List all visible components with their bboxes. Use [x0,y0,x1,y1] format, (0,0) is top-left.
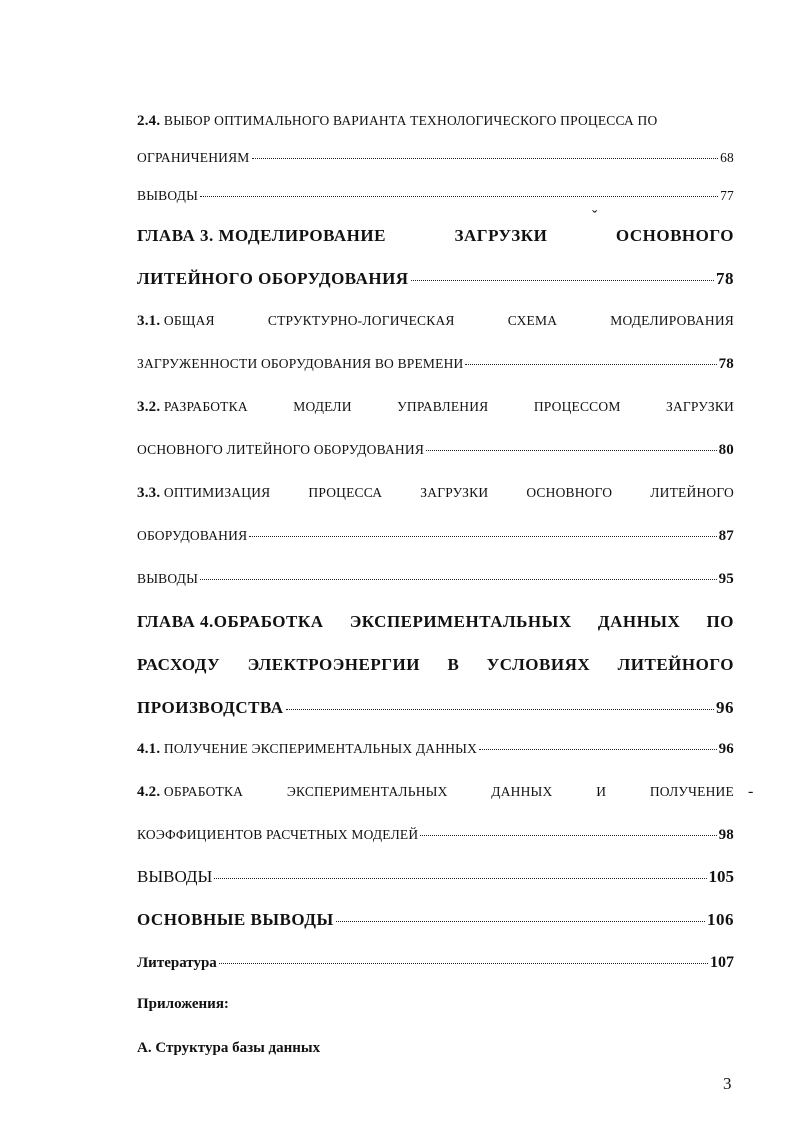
title-word: И [596,784,607,799]
toc-3-2-line1 [137,399,734,416]
heading-cont: ПРОИЗВОДСТВА [137,698,284,717]
entry-label: ОСНОВНЫЕ ВЫВОДЫ [137,910,334,929]
heading-word: В [447,655,460,674]
heading-word: ПО [706,612,734,631]
title-word: УПРАВЛЕНИЯ [397,399,489,414]
section-title-cont: ОСНОВНОГО ЛИТЕЙНОГО ОБОРУДОВАНИЯ [137,442,425,457]
entry-label: ВЫВОДЫ [137,571,199,586]
title-word: ЭКСПЕРИМЕНТАЛЬНЫХ [286,784,448,799]
title-word: ПРОЦЕССА [308,485,383,500]
heading-word: ЛИТЕЙНОГО [617,655,734,674]
scan-mark: - [748,783,754,800]
heading-word: РАСХОДУ [137,655,221,674]
section-number: 3.2. [137,399,161,415]
heading-word: УСЛОВИЯХ [486,655,591,674]
title-word: ОБРАБОТКА [163,784,244,799]
title-word: ДАННЫХ [491,784,553,799]
dot-leader [426,450,717,451]
heading-word: ГЛАВА 4.ОБРАБОТКА [137,612,324,631]
page-ref: 78 [716,269,734,288]
page-number: 3 [723,1074,732,1093]
dot-leader [420,835,716,836]
page-ref: 98 [718,827,734,843]
toc-ch4-conclusions [137,867,734,887]
toc-4-2-line2 [137,827,734,844]
toc-ch4-line3 [137,698,734,718]
title-word: ОСНОВНОГО [526,485,613,500]
title-word: МОДЕЛИРОВАНИЯ [610,313,734,328]
section-number: 4.2. [137,784,161,800]
dot-leader [336,921,705,922]
toc-3-1-line1 [137,313,734,330]
title-word: РАЗРАБОТКА [163,399,248,414]
toc-4-1 [137,741,734,758]
dot-leader [200,579,717,580]
title-word: ЛИТЕЙНОГО [650,485,734,500]
section-number: 4.1. [137,741,161,757]
section-title: ПОЛУЧЕНИЕ ЭКСПЕРИМЕНТАЛЬНЫХ ДАННЫХ [163,741,478,756]
toc-2-4-line1 [137,113,734,130]
toc-ch4-line1 [137,612,734,632]
toc-3-3-line2 [137,528,734,545]
title-word: ЗАГРУЗКИ [420,485,489,500]
page-ref: 96 [718,741,734,757]
page-ref: 105 [708,867,734,886]
dot-leader [252,158,719,159]
toc-ch2-conclusions [137,188,734,204]
page-ref: 96 [716,698,734,717]
dot-leader [465,364,716,365]
dot-leader [479,749,717,750]
scan-mark: ˇ [592,208,598,225]
title-word: СХЕМА [507,313,558,328]
page-ref: 68 [720,150,734,165]
page-ref: 106 [707,910,734,929]
dot-leader [214,878,706,879]
dot-leader [286,709,715,710]
page-ref: 107 [710,954,734,971]
section-number: 2.4. [137,113,161,129]
entry-label: Литература [137,955,217,971]
title-word: ПОЛУЧЕНИЕ [649,784,734,799]
toc-3-2-line2 [137,442,734,459]
toc-literature [137,954,734,972]
title-word: ПРОЦЕССОМ [533,399,621,414]
toc-ch3-conclusions [137,571,734,588]
title-word: ОПТИМИЗАЦИЯ [163,485,271,500]
heading-cont: ЛИТЕЙНОГО ОБОРУДОВАНИЯ [137,269,409,288]
page-ref: 78 [718,356,734,372]
entry-label: ВЫВОДЫ [137,867,213,886]
dot-leader [411,280,714,281]
heading-word: ЭЛЕКТРОЭНЕРГИИ [247,655,421,674]
heading-word: ЗАГРУЗКИ [454,226,548,245]
toc-ch3-line2 [137,269,734,289]
section-title-cont: ОБОРУДОВАНИЯ [137,528,248,543]
toc-ch3-line1 [137,226,734,246]
section-title-cont: ЗАГРУЖЕННОСТИ ОБОРУДОВАНИЯ ВО ВРЕМЕНИ [137,356,464,371]
dot-leader [200,196,718,197]
heading-word: ОСНОВНОГО [615,226,734,245]
entry-label: ВЫВОДЫ [137,188,199,203]
heading-word: ЭКСПЕРИМЕНТАЛЬНЫХ [349,612,572,631]
toc-4-2-line1 [137,784,734,801]
page-ref: 80 [718,442,734,458]
toc-main-conclusions [137,910,734,930]
section-number: 3.3. [137,485,161,501]
toc-ch4-line2 [137,655,734,675]
section-title: ВЫБОР ОПТИМАЛЬНОГО ВАРИАНТА ТЕХНОЛОГИЧЕСКОГО ПРОЦЕССА ПО [163,113,658,128]
dot-leader [219,963,708,964]
title-word: СТРУКТУРНО-ЛОГИЧЕСКАЯ [267,313,455,328]
toc-3-3-line1 [137,485,734,502]
heading-word: ГЛАВА 3. МОДЕЛИРОВАНИЕ [137,226,386,245]
dot-leader [249,536,716,537]
section-title-cont: КОЭФФИЦИЕНТОВ РАСЧЕТНЫХ МОДЕЛЕЙ [137,827,419,842]
toc-appendices: Приложения: [137,996,229,1012]
page-ref: 87 [718,528,734,544]
heading-word: ДАННЫХ [597,612,681,631]
page-ref: 77 [720,188,734,203]
title-word: ОБЩАЯ [163,313,215,328]
section-number: 3.1. [137,313,161,329]
toc-appendix-a: А. Структура базы данных [137,1040,321,1056]
section-title-cont: ОГРАНИЧЕНИЯМ [137,150,250,165]
page-ref: 95 [718,571,734,587]
toc-2-4-line2 [137,150,734,166]
title-word: ЗАГРУЗКИ [665,399,734,414]
title-word: МОДЕЛИ [293,399,352,414]
toc-3-1-line2 [137,356,734,373]
